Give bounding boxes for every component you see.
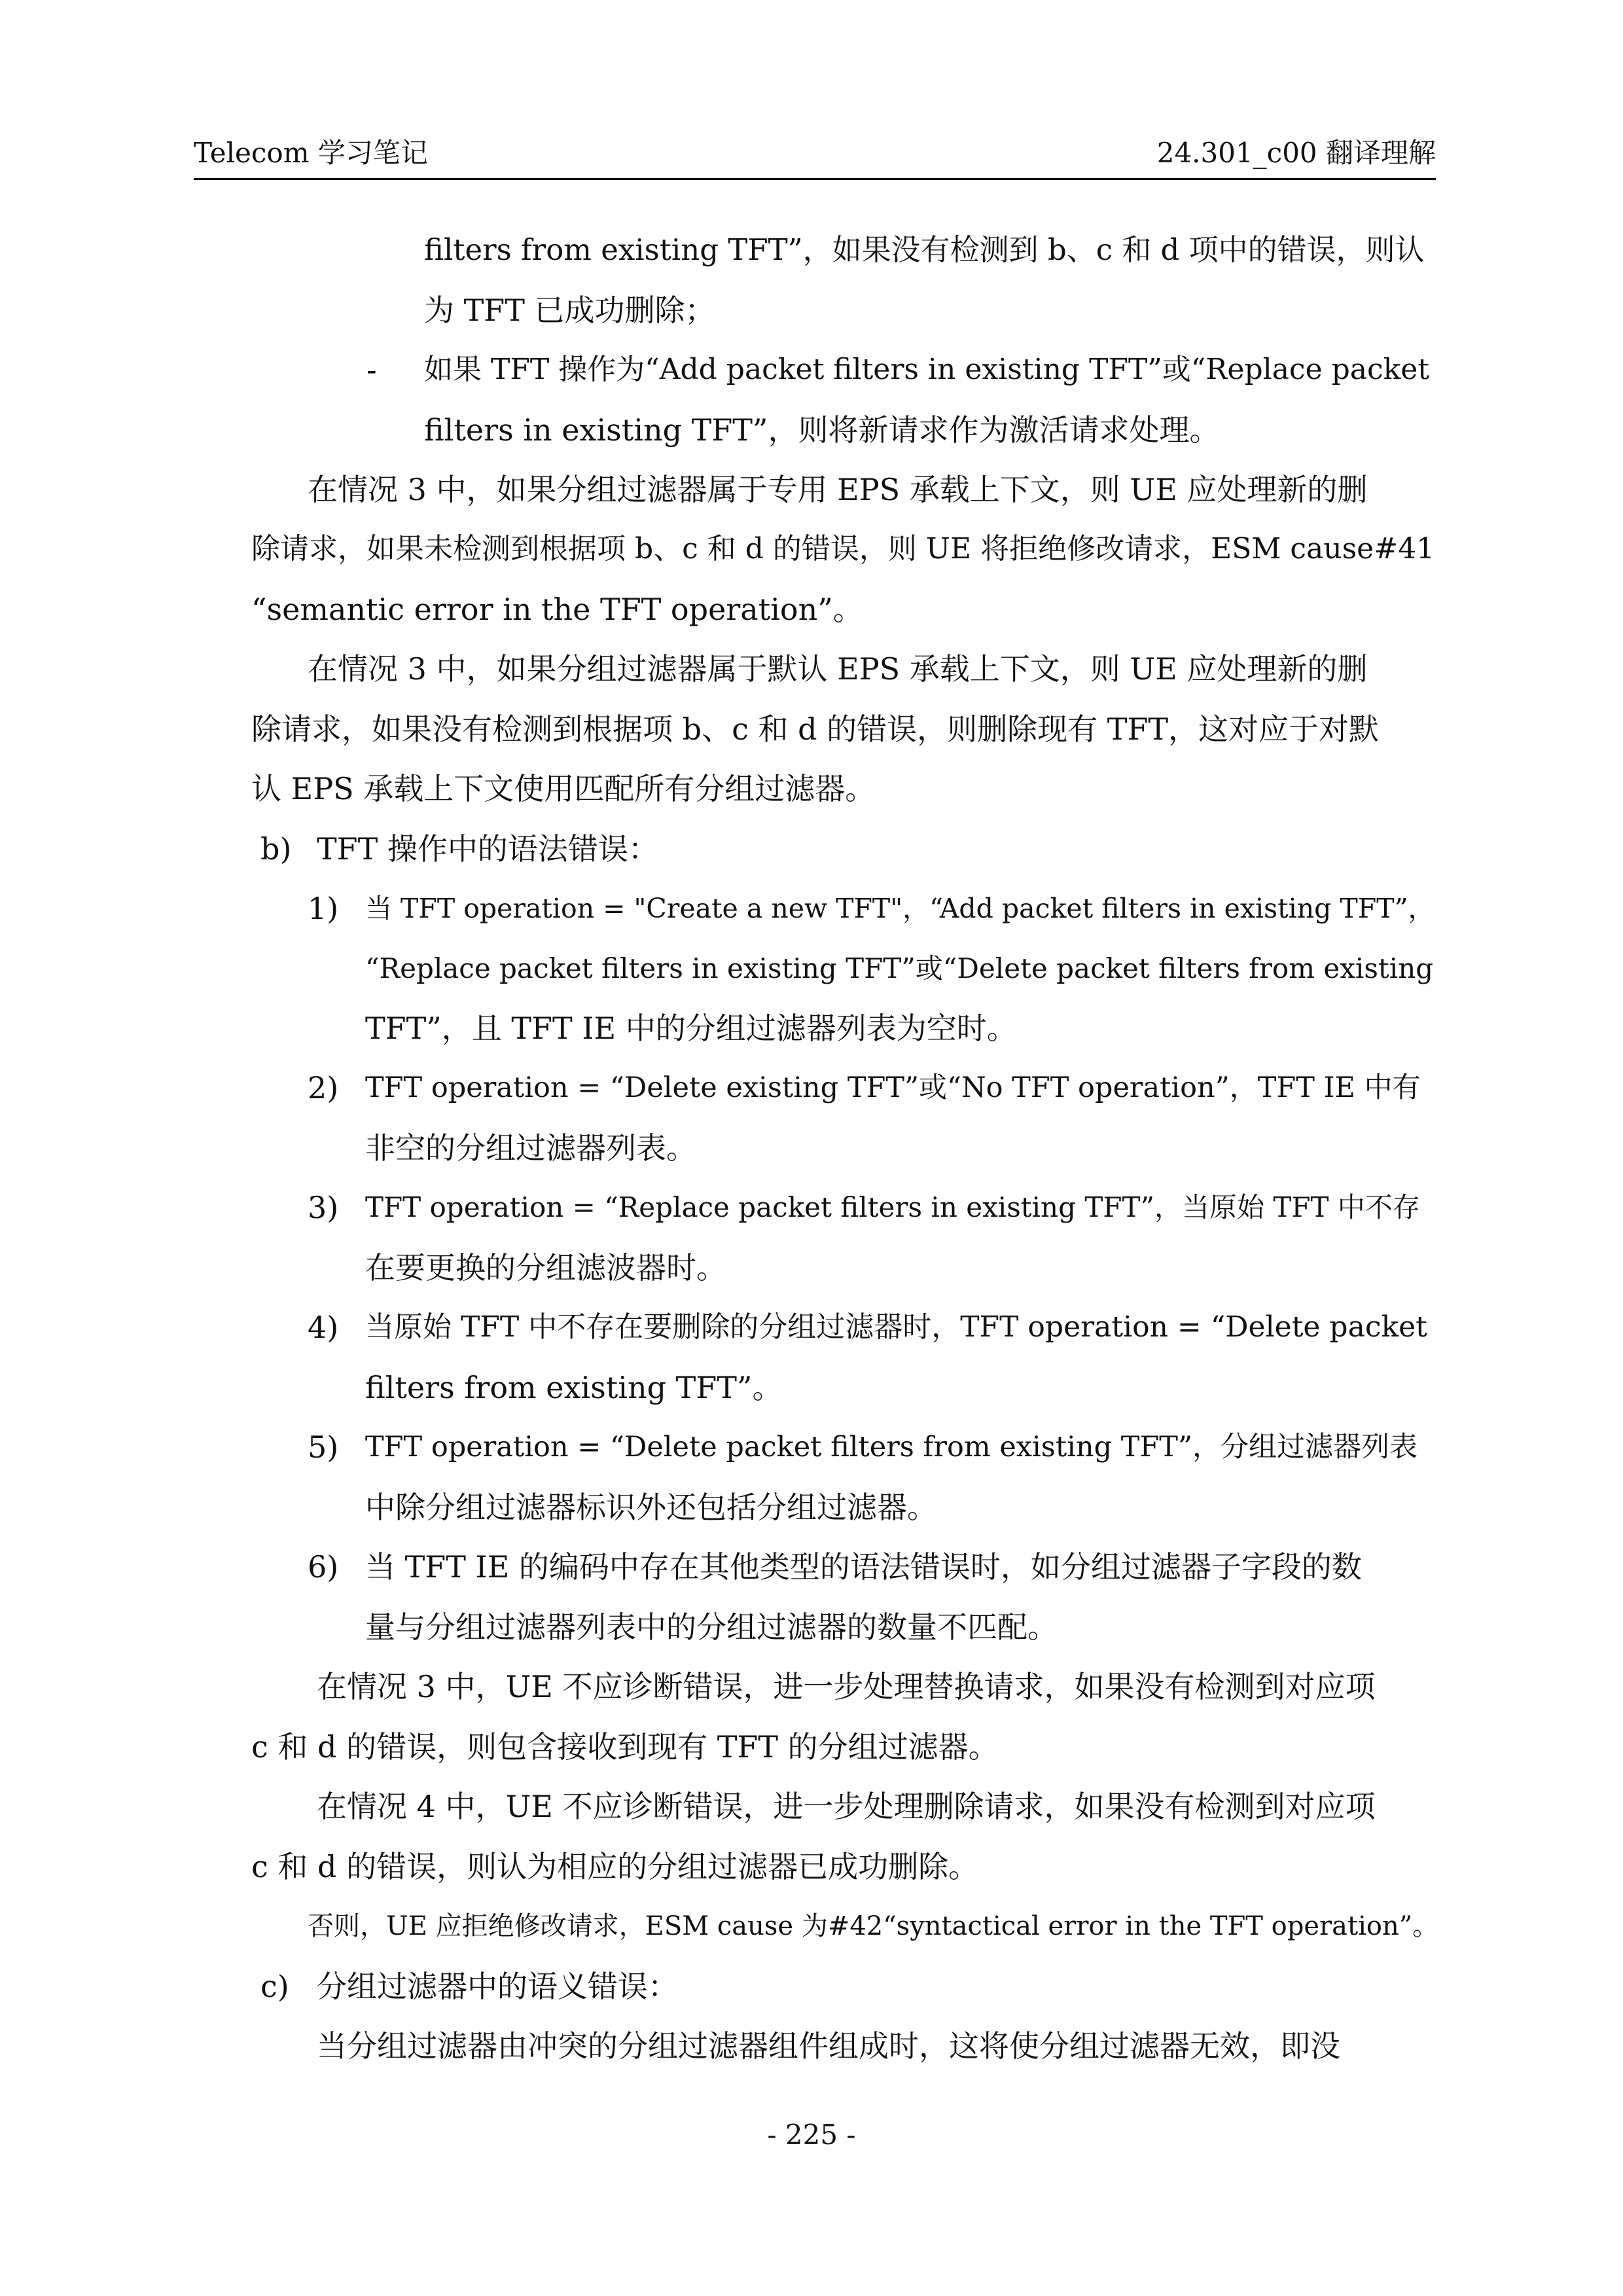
- list-marker-3: 3): [308, 1190, 339, 1225]
- text-line: 量与分组过滤器列表中的分组过滤器的数量不匹配。: [365, 1609, 1058, 1645]
- text-line: 在要更换的分组滤波器时。: [365, 1250, 726, 1285]
- text-line: c 和 d 的错误，则包含接收到现有 TFT 的分组过滤器。: [251, 1729, 999, 1765]
- dash-bullet: -: [366, 352, 377, 387]
- text-line: 除请求，如果没有检测到根据项 b、c 和 d 的错误，则删除现有 TFT，这对应于对默: [251, 711, 1380, 747]
- text-line: TFT operation = “Delete existing TFT”或“No TFT operation”，TFT IE 中有: [365, 1071, 1421, 1104]
- list-marker-5: 5): [308, 1429, 339, 1465]
- list-marker-6: 6): [308, 1549, 339, 1585]
- list-marker-4: 4): [308, 1310, 339, 1345]
- text-line: TFT operation = “Replace packet filters in existing TFT”，当原始 TFT 中不存: [365, 1191, 1420, 1223]
- header-doc-id: 24.301_c00 翻译理解: [1156, 137, 1436, 169]
- page-number: - 225 -: [767, 2119, 856, 2151]
- list-marker-1: 1): [308, 891, 339, 926]
- text-line: “semantic error in the TFT operation”。: [251, 592, 863, 627]
- section-heading-c: 分组过滤器中的语义错误：: [317, 1969, 678, 2004]
- header-title: Telecom 学习笔记: [194, 137, 428, 169]
- text-line: 在情况 4 中，UE 不应诊断错误，进一步处理删除请求，如果没有检测到对应项: [317, 1789, 1376, 1824]
- text-line: c 和 d 的错误，则认为相应的分组过滤器已成功删除。: [251, 1849, 979, 1884]
- section-heading-b: TFT 操作中的语法错误：: [317, 831, 658, 867]
- text-line: 为 TFT 已成功删除；: [424, 293, 715, 328]
- text-line: 除请求，如果未检测到根据项 b、c 和 d 的错误，则 UE 将拒绝修改请求，ESM cause#41: [251, 532, 1435, 565]
- text-line: 当 TFT operation = "Create a new TFT"，“Add packet filters in existing TFT”，: [365, 893, 1435, 924]
- list-marker-2: 2): [308, 1070, 339, 1105]
- text-line: filters from existing TFT”，如果没有检测到 b、c 和 d 项中的错误，则认: [424, 232, 1425, 267]
- text-line: 当原始 TFT 中不存在要删除的分组过滤器时，TFT operation = “Delete packet: [365, 1310, 1427, 1344]
- text-line: 认 EPS 承载上下文使用匹配所有分组过滤器。: [251, 771, 876, 806]
- text-line: “Replace packet filters in existing TFT”或“Delete packet filters from existing: [365, 952, 1434, 984]
- text-line: 在情况 3 中，如果分组过滤器属于默认 EPS 承载上下文，则 UE 应处理新的删: [308, 651, 1368, 687]
- text-line: 否则，UE 应拒绝修改请求，ESM cause 为#42“syntactical error in the TFT operation”。: [308, 1911, 1439, 1941]
- text-line: filters from existing TFT”。: [365, 1370, 783, 1405]
- text-line: 在情况 3 中，UE 不应诊断错误，进一步处理替换请求，如果没有检测到对应项: [317, 1669, 1376, 1704]
- text-line: 当分组过滤器由冲突的分组过滤器组件组成时，这将使分组过滤器无效，即没: [317, 2028, 1340, 2064]
- text-line: 在情况 3 中，如果分组过滤器属于专用 EPS 承载上下文，则 UE 应处理新的删: [308, 472, 1368, 507]
- text-line: 如果 TFT 操作为“Add packet filters in existing TFT”或“Replace packet: [424, 353, 1430, 386]
- text-line: 中除分组过滤器标识外还包括分组过滤器。: [365, 1490, 937, 1525]
- text-line: filters in existing TFT”，则将新请求作为激活请求处理。: [424, 412, 1220, 448]
- text-line: 当 TFT IE 的编码中存在其他类型的语法错误时，如分组过滤器子字段的数: [365, 1549, 1362, 1585]
- text-line: TFT operation = “Delete packet filters from existing TFT”，分组过滤器列表: [365, 1431, 1418, 1463]
- list-marker-b: b): [260, 831, 292, 867]
- header-divider: [194, 178, 1436, 180]
- text-line: TFT”，且 TFT IE 中的分组过滤器列表为空时。: [365, 1011, 1017, 1046]
- text-line: 非空的分组过滤器列表。: [365, 1130, 696, 1166]
- list-marker-c: c): [260, 1969, 289, 2004]
